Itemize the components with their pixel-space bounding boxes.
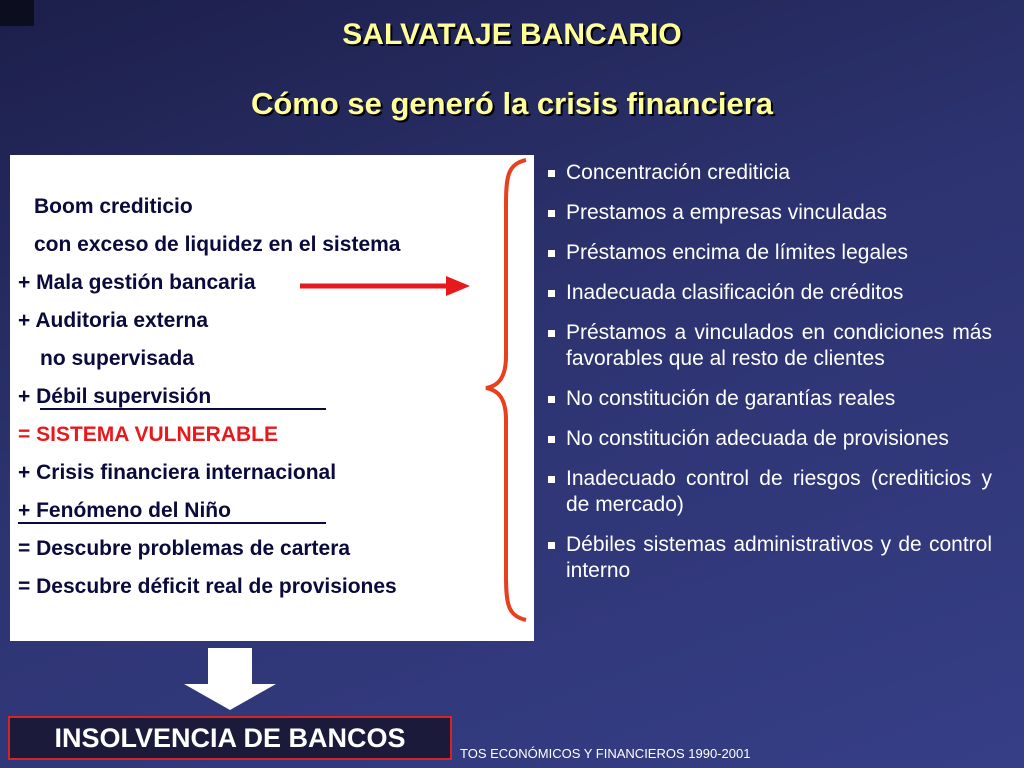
bullet-icon [548,210,555,217]
line-problemas-cartera: = Descubre problemas de cartera [18,537,351,560]
bullet-icon [548,436,555,443]
list-item: Prestamos a empresas vinculadas [546,200,992,226]
bullet-icon [548,542,555,549]
curly-brace-icon [480,156,532,626]
line-liquidez: con exceso de liquidez en el sistema [34,233,401,256]
line-boom: Boom crediticio [34,195,193,218]
right-arrow-icon [298,271,474,301]
down-arrow-icon [182,648,278,712]
line-deficit-provisiones: = Descubre déficit real de provisiones [18,575,397,598]
line-debil-supervision: + Débil supervisión [18,385,212,408]
bullet-icon [548,250,555,257]
list-item: No constitución de garantías reales [546,386,992,412]
line-no-supervisada: no supervisada [40,347,195,370]
footer-text: TOS ECONÓMICOS Y FINANCIEROS 1990-2001 [460,746,751,761]
list-item: Débiles sistemas administrativos y de control interno [546,532,992,584]
slide-subtitle: Cómo se generó la crisis financiera [250,86,774,121]
bullet-icon [548,170,555,177]
slide-title: SALVATAJE BANCARIO [342,18,682,51]
list-item: Inadecuada clasificación de créditos [546,280,992,306]
list-item: Préstamos a vinculados en condiciones más favorables que al resto de clientes [546,320,992,372]
causes-list [546,160,992,598]
result-box: INSOLVENCIA DE BANCOS [8,716,452,760]
line-fenomeno-nino: + Fenómeno del Niño [18,499,231,522]
underline-1 [40,408,326,410]
bullet-icon [548,290,555,297]
list-item: Inadecuado control de riesgos (crediticios y de mercado) [546,466,992,518]
causes-summary-box [10,155,534,641]
line-mala-gestion: + Mala gestión bancaria [18,271,256,294]
line-auditoria: + Auditoria externa [18,309,209,332]
bullet-icon [548,476,555,483]
list-item: Préstamos encima de límites legales [546,240,992,266]
underline-2 [18,522,326,524]
bullet-icon [548,330,555,337]
bullet-icon [548,396,555,403]
line-crisis-internacional: + Crisis financiera internacional [18,461,337,484]
list-item: No constitución adecuada de provisiones [546,426,992,452]
line-sistema-vulnerable: = SISTEMA VULNERABLE [18,423,279,446]
list-item: Concentración crediticia [546,160,992,186]
